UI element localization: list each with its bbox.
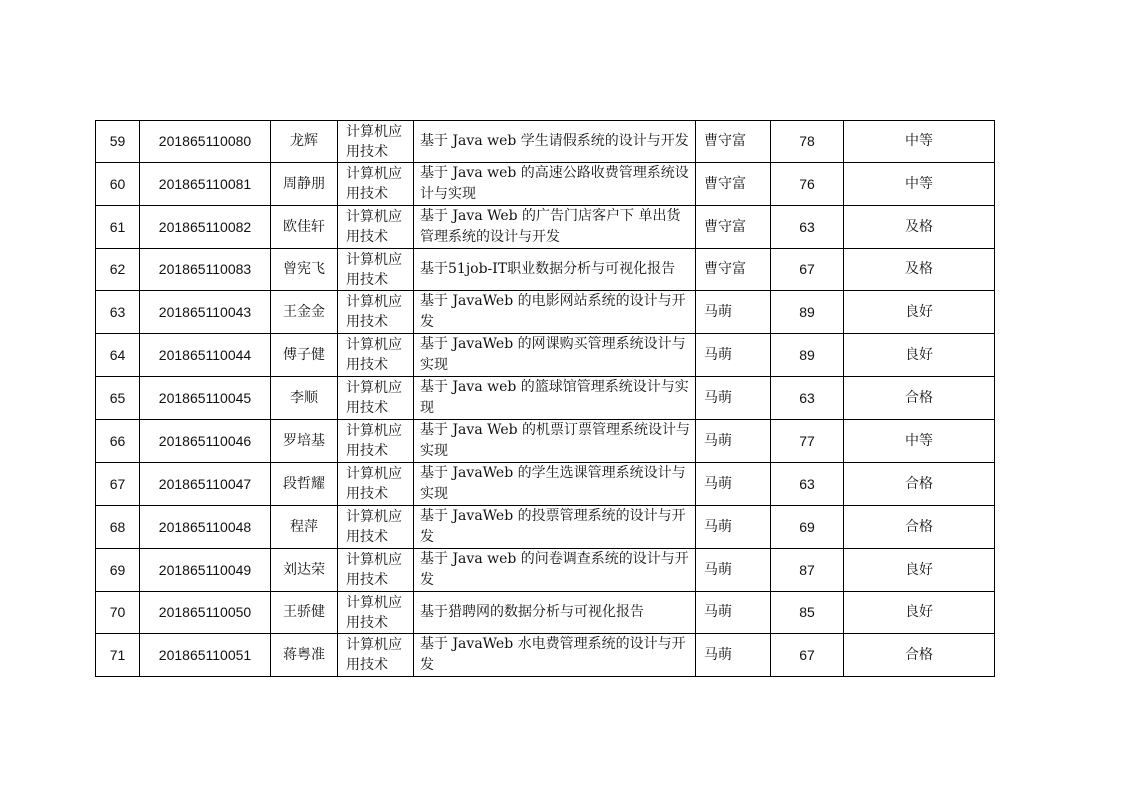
grade: 及格	[844, 249, 995, 291]
student-id: 201865110043	[140, 291, 271, 334]
major: 计算机应用技术	[338, 634, 414, 677]
advisor-name: 曹守富	[696, 121, 771, 163]
thesis-title: 基于 JavaWeb 的投票管理系统的设计与开发	[414, 506, 696, 549]
student-name: 龙辉	[271, 121, 338, 163]
student-id: 201865110049	[140, 549, 271, 592]
score: 63	[771, 206, 844, 249]
advisor-name: 马萌	[696, 592, 771, 634]
major: 计算机应用技术	[338, 291, 414, 334]
student-id: 201865110082	[140, 206, 271, 249]
row-number: 63	[96, 291, 140, 334]
student-id: 201865110051	[140, 634, 271, 677]
thesis-title: 基于 JavaWeb 水电费管理系统的设计与开发	[414, 634, 696, 677]
student-name: 罗培基	[271, 420, 338, 463]
row-number: 62	[96, 249, 140, 291]
score: 89	[771, 291, 844, 334]
major: 计算机应用技术	[338, 549, 414, 592]
thesis-title: 基于 Java web 的篮球馆管理系统设计与实现	[414, 377, 696, 420]
grade: 及格	[844, 206, 995, 249]
row-number: 68	[96, 506, 140, 549]
score: 76	[771, 163, 844, 206]
table-row	[96, 121, 995, 163]
thesis-title: 基于 Java Web 的广告门店客户下 单出货管理系统的设计与开发	[414, 206, 696, 249]
table-row	[96, 549, 995, 592]
student-id: 201865110045	[140, 377, 271, 420]
grade: 合格	[844, 506, 995, 549]
row-number: 67	[96, 463, 140, 506]
table-row	[96, 634, 995, 677]
major: 计算机应用技术	[338, 506, 414, 549]
score: 89	[771, 334, 844, 377]
table-row	[96, 206, 995, 249]
major: 计算机应用技术	[338, 463, 414, 506]
advisor-name: 曹守富	[696, 163, 771, 206]
grade: 良好	[844, 334, 995, 377]
student-id: 201865110080	[140, 121, 271, 163]
student-id: 201865110047	[140, 463, 271, 506]
table-row	[96, 249, 995, 291]
advisor-name: 马萌	[696, 334, 771, 377]
major: 计算机应用技术	[338, 121, 414, 163]
row-number: 64	[96, 334, 140, 377]
thesis-title: 基于 Java web 的问卷调查系统的设计与开发	[414, 549, 696, 592]
major: 计算机应用技术	[338, 420, 414, 463]
major: 计算机应用技术	[338, 163, 414, 206]
major: 计算机应用技术	[338, 249, 414, 291]
student-id: 201865110048	[140, 506, 271, 549]
advisor-name: 马萌	[696, 634, 771, 677]
row-number: 70	[96, 592, 140, 634]
row-number: 60	[96, 163, 140, 206]
student-name: 段哲耀	[271, 463, 338, 506]
grade: 合格	[844, 463, 995, 506]
row-number: 71	[96, 634, 140, 677]
table-row	[96, 377, 995, 420]
student-id: 201865110046	[140, 420, 271, 463]
row-number: 65	[96, 377, 140, 420]
row-number: 66	[96, 420, 140, 463]
major: 计算机应用技术	[338, 377, 414, 420]
row-number: 59	[96, 121, 140, 163]
advisor-name: 曹守富	[696, 249, 771, 291]
grade: 合格	[844, 377, 995, 420]
score: 63	[771, 463, 844, 506]
student-name: 王骄健	[271, 592, 338, 634]
table-row	[96, 334, 995, 377]
table-row	[96, 420, 995, 463]
thesis-title: 基于 Java web 学生请假系统的设计与开发	[414, 121, 696, 163]
thesis-title: 基于 JavaWeb 的网课购买管理系统设计与实现	[414, 334, 696, 377]
score: 85	[771, 592, 844, 634]
advisor-name: 曹守富	[696, 206, 771, 249]
advisor-name: 马萌	[696, 549, 771, 592]
student-name: 蒋粤准	[271, 634, 338, 677]
thesis-title: 基于 Java Web 的机票订票管理系统设计与实现	[414, 420, 696, 463]
table-row	[96, 463, 995, 506]
major: 计算机应用技术	[338, 334, 414, 377]
table-row	[96, 592, 995, 634]
table-row	[96, 506, 995, 549]
student-name: 王金金	[271, 291, 338, 334]
table-body	[96, 121, 995, 677]
student-name: 刘达荣	[271, 549, 338, 592]
grade: 中等	[844, 163, 995, 206]
grade: 合格	[844, 634, 995, 677]
student-id: 201865110081	[140, 163, 271, 206]
student-name: 周静朋	[271, 163, 338, 206]
thesis-title: 基于 Java web 的高速公路收费管理系统设计与实现	[414, 163, 696, 206]
thesis-title: 基于 JavaWeb 的电影网站系统的设计与开发	[414, 291, 696, 334]
advisor-name: 马萌	[696, 377, 771, 420]
student-name: 欧佳轩	[271, 206, 338, 249]
student-id: 201865110044	[140, 334, 271, 377]
grade: 中等	[844, 420, 995, 463]
student-name: 曾宪飞	[271, 249, 338, 291]
table-row	[96, 163, 995, 206]
score: 87	[771, 549, 844, 592]
grade: 良好	[844, 291, 995, 334]
student-name: 程萍	[271, 506, 338, 549]
advisor-name: 马萌	[696, 291, 771, 334]
advisor-name: 马萌	[696, 506, 771, 549]
student-name: 李顺	[271, 377, 338, 420]
score: 63	[771, 377, 844, 420]
student-id: 201865110050	[140, 592, 271, 634]
advisor-name: 马萌	[696, 420, 771, 463]
score: 67	[771, 249, 844, 291]
major: 计算机应用技术	[338, 206, 414, 249]
grade: 良好	[844, 592, 995, 634]
thesis-title: 基于猎聘网的数据分析与可视化报告	[414, 592, 696, 634]
thesis-title: 基于51job-IT职业数据分析与可视化报告	[414, 249, 696, 291]
thesis-grades-table	[95, 120, 995, 677]
score: 78	[771, 121, 844, 163]
table-row	[96, 291, 995, 334]
student-id: 201865110083	[140, 249, 271, 291]
thesis-title: 基于 JavaWeb 的学生选课管理系统设计与实现	[414, 463, 696, 506]
student-name: 傅子健	[271, 334, 338, 377]
score: 69	[771, 506, 844, 549]
row-number: 61	[96, 206, 140, 249]
score: 77	[771, 420, 844, 463]
row-number: 69	[96, 549, 140, 592]
advisor-name: 马萌	[696, 463, 771, 506]
major: 计算机应用技术	[338, 592, 414, 634]
grade: 中等	[844, 121, 995, 163]
grade: 良好	[844, 549, 995, 592]
score: 67	[771, 634, 844, 677]
